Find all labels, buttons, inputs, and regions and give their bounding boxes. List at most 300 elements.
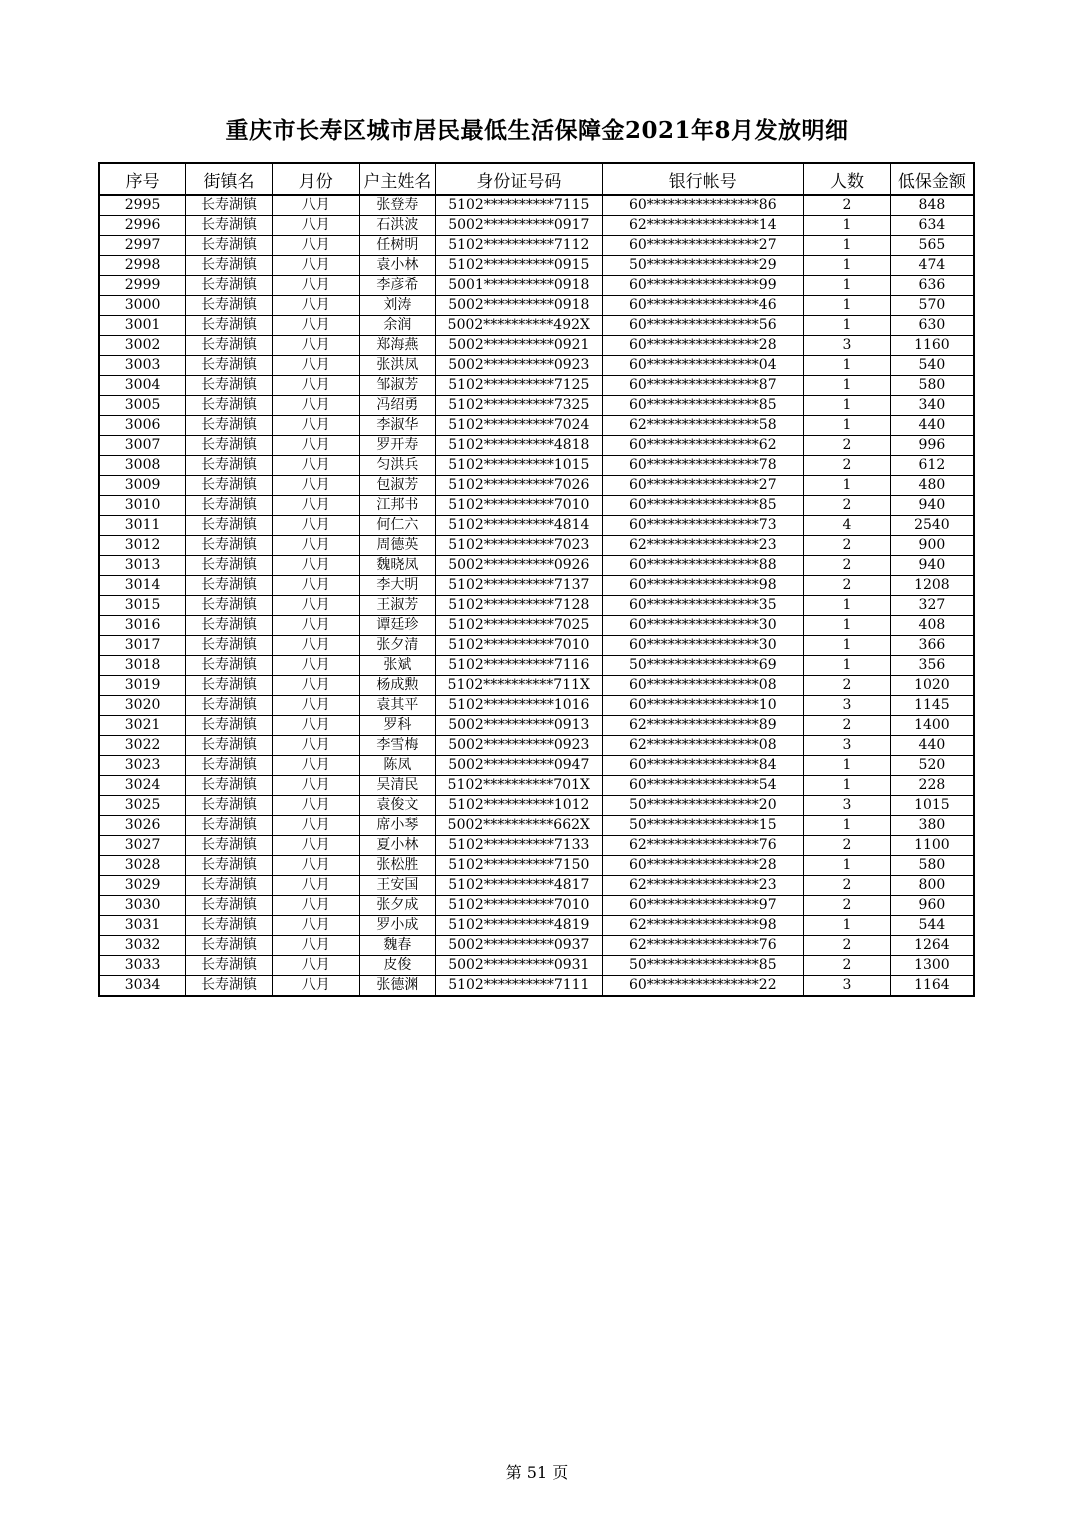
cell-town: 长寿湖镇 <box>186 616 273 636</box>
cell-seq: 3009 <box>99 476 186 496</box>
cell-seq: 3019 <box>99 676 186 696</box>
cell-id-number: 5002**********0917 <box>436 216 602 236</box>
cell-month: 八月 <box>272 836 359 856</box>
cell-id-number: 5102**********701X <box>436 776 602 796</box>
cell-month: 八月 <box>272 536 359 556</box>
cell-bank-account: 62****************89 <box>602 716 804 736</box>
cell-id-number: 5102**********7026 <box>436 476 602 496</box>
cell-id-number: 5102**********7010 <box>436 496 602 516</box>
table-row <box>99 576 974 596</box>
cell-householder: 魏春 <box>359 936 436 956</box>
cell-amount: 636 <box>890 276 974 296</box>
cell-amount: 1020 <box>890 676 974 696</box>
cell-town: 长寿湖镇 <box>186 676 273 696</box>
cell-amount: 356 <box>890 656 974 676</box>
cell-amount: 408 <box>890 616 974 636</box>
table-row <box>99 896 974 916</box>
table-row <box>99 856 974 876</box>
column-header-town: 街镇名 <box>186 163 273 195</box>
cell-householder: 李淑华 <box>359 416 436 436</box>
cell-householder: 李大明 <box>359 576 436 596</box>
cell-amount: 2540 <box>890 516 974 536</box>
cell-people-count: 2 <box>804 556 891 576</box>
column-header-month: 月份 <box>272 163 359 195</box>
cell-id-number: 5002**********0913 <box>436 716 602 736</box>
cell-month: 八月 <box>272 396 359 416</box>
cell-seq: 3027 <box>99 836 186 856</box>
cell-householder: 罗小成 <box>359 916 436 936</box>
cell-seq: 3002 <box>99 336 186 356</box>
cell-month: 八月 <box>272 676 359 696</box>
cell-amount: 1164 <box>890 976 974 997</box>
cell-householder: 魏晓凤 <box>359 556 436 576</box>
cell-id-number: 5002**********0923 <box>436 736 602 756</box>
cell-people-count: 4 <box>804 516 891 536</box>
cell-amount: 327 <box>890 596 974 616</box>
cell-seq: 3010 <box>99 496 186 516</box>
cell-people-count: 1 <box>804 636 891 656</box>
cell-town: 长寿湖镇 <box>186 195 273 216</box>
column-header-bank-account: 银行帐号 <box>602 163 804 195</box>
cell-month: 八月 <box>272 696 359 716</box>
cell-town: 长寿湖镇 <box>186 756 273 776</box>
cell-householder: 王淑芳 <box>359 596 436 616</box>
cell-people-count: 1 <box>804 856 891 876</box>
table-row <box>99 536 974 556</box>
cell-amount: 380 <box>890 816 974 836</box>
cell-seq: 3011 <box>99 516 186 536</box>
table-row <box>99 516 974 536</box>
cell-amount: 1160 <box>890 336 974 356</box>
cell-month: 八月 <box>272 236 359 256</box>
cell-month: 八月 <box>272 416 359 436</box>
cell-bank-account: 60****************28 <box>602 856 804 876</box>
cell-town: 长寿湖镇 <box>186 376 273 396</box>
cell-month: 八月 <box>272 316 359 336</box>
cell-month: 八月 <box>272 656 359 676</box>
table-body <box>99 195 974 996</box>
cell-householder: 袁小林 <box>359 256 436 276</box>
cell-householder: 王安国 <box>359 876 436 896</box>
cell-bank-account: 60****************78 <box>602 456 804 476</box>
table-header-row <box>99 163 974 195</box>
cell-town: 长寿湖镇 <box>186 796 273 816</box>
cell-seq: 3008 <box>99 456 186 476</box>
cell-householder: 吴清民 <box>359 776 436 796</box>
cell-people-count: 3 <box>804 336 891 356</box>
cell-bank-account: 62****************76 <box>602 836 804 856</box>
cell-people-count: 1 <box>804 816 891 836</box>
table-row <box>99 716 974 736</box>
cell-householder: 邹淑芳 <box>359 376 436 396</box>
cell-seq: 3023 <box>99 756 186 776</box>
cell-id-number: 5102**********7025 <box>436 616 602 636</box>
table-row <box>99 916 974 936</box>
table-row <box>99 356 974 376</box>
cell-id-number: 5102**********1015 <box>436 456 602 476</box>
cell-householder: 张夕清 <box>359 636 436 656</box>
cell-town: 长寿湖镇 <box>186 296 273 316</box>
cell-town: 长寿湖镇 <box>186 316 273 336</box>
cell-amount: 544 <box>890 916 974 936</box>
cell-id-number: 5102**********7325 <box>436 396 602 416</box>
cell-bank-account: 60****************84 <box>602 756 804 776</box>
cell-people-count: 1 <box>804 356 891 376</box>
cell-amount: 565 <box>890 236 974 256</box>
cell-seq: 3020 <box>99 696 186 716</box>
cell-seq: 2999 <box>99 276 186 296</box>
cell-people-count: 1 <box>804 376 891 396</box>
cell-town: 长寿湖镇 <box>186 596 273 616</box>
cell-amount: 1208 <box>890 576 974 596</box>
cell-amount: 940 <box>890 496 974 516</box>
table-row <box>99 676 974 696</box>
cell-town: 长寿湖镇 <box>186 356 273 376</box>
cell-town: 长寿湖镇 <box>186 836 273 856</box>
cell-month: 八月 <box>272 556 359 576</box>
table-row <box>99 476 974 496</box>
cell-people-count: 1 <box>804 276 891 296</box>
cell-amount: 960 <box>890 896 974 916</box>
cell-amount: 440 <box>890 736 974 756</box>
cell-month: 八月 <box>272 616 359 636</box>
cell-town: 长寿湖镇 <box>186 636 273 656</box>
cell-seq: 3017 <box>99 636 186 656</box>
cell-town: 长寿湖镇 <box>186 476 273 496</box>
cell-town: 长寿湖镇 <box>186 516 273 536</box>
cell-bank-account: 62****************76 <box>602 936 804 956</box>
cell-bank-account: 60****************10 <box>602 696 804 716</box>
cell-seq: 2995 <box>99 195 186 216</box>
cell-id-number: 5102**********7115 <box>436 195 602 216</box>
cell-bank-account: 60****************97 <box>602 896 804 916</box>
cell-seq: 3018 <box>99 656 186 676</box>
cell-town: 长寿湖镇 <box>186 236 273 256</box>
cell-householder: 包淑芳 <box>359 476 436 496</box>
cell-people-count: 1 <box>804 256 891 276</box>
cell-householder: 张松胜 <box>359 856 436 876</box>
table-row <box>99 796 974 816</box>
cell-amount: 634 <box>890 216 974 236</box>
cell-id-number: 5002**********0926 <box>436 556 602 576</box>
cell-amount: 612 <box>890 456 974 476</box>
cell-seq: 3021 <box>99 716 186 736</box>
cell-town: 长寿湖镇 <box>186 416 273 436</box>
table-row <box>99 636 974 656</box>
cell-seq: 3014 <box>99 576 186 596</box>
cell-id-number: 5002**********0931 <box>436 956 602 976</box>
cell-bank-account: 60****************73 <box>602 516 804 536</box>
cell-month: 八月 <box>272 956 359 976</box>
cell-bank-account: 60****************87 <box>602 376 804 396</box>
cell-id-number: 5102**********711X <box>436 676 602 696</box>
table-row <box>99 696 974 716</box>
cell-amount: 570 <box>890 296 974 316</box>
cell-id-number: 5102**********1016 <box>436 696 602 716</box>
cell-month: 八月 <box>272 476 359 496</box>
cell-seq: 3003 <box>99 356 186 376</box>
cell-bank-account: 60****************04 <box>602 356 804 376</box>
cell-town: 长寿湖镇 <box>186 456 273 476</box>
cell-householder: 何仁六 <box>359 516 436 536</box>
table-row <box>99 236 974 256</box>
cell-town: 长寿湖镇 <box>186 876 273 896</box>
cell-bank-account: 60****************08 <box>602 676 804 696</box>
cell-town: 长寿湖镇 <box>186 216 273 236</box>
cell-seq: 3001 <box>99 316 186 336</box>
cell-month: 八月 <box>272 716 359 736</box>
table-row <box>99 936 974 956</box>
cell-householder: 张洪凤 <box>359 356 436 376</box>
cell-month: 八月 <box>272 356 359 376</box>
cell-seq: 3032 <box>99 936 186 956</box>
cell-people-count: 2 <box>804 456 891 476</box>
cell-amount: 1300 <box>890 956 974 976</box>
cell-people-count: 2 <box>804 195 891 216</box>
cell-householder: 袁俊文 <box>359 796 436 816</box>
cell-householder: 张德渊 <box>359 976 436 997</box>
cell-seq: 3033 <box>99 956 186 976</box>
cell-seq: 3024 <box>99 776 186 796</box>
cell-householder: 李彦希 <box>359 276 436 296</box>
cell-month: 八月 <box>272 436 359 456</box>
cell-bank-account: 60****************85 <box>602 396 804 416</box>
cell-bank-account: 62****************58 <box>602 416 804 436</box>
cell-amount: 366 <box>890 636 974 656</box>
cell-bank-account: 60****************27 <box>602 476 804 496</box>
cell-town: 长寿湖镇 <box>186 736 273 756</box>
cell-householder: 罗科 <box>359 716 436 736</box>
column-header-householder: 户主姓名 <box>359 163 436 195</box>
cell-month: 八月 <box>272 856 359 876</box>
cell-month: 八月 <box>272 976 359 997</box>
cell-month: 八月 <box>272 336 359 356</box>
cell-month: 八月 <box>272 296 359 316</box>
cell-seq: 3006 <box>99 416 186 436</box>
cell-householder: 郑海燕 <box>359 336 436 356</box>
cell-town: 长寿湖镇 <box>186 856 273 876</box>
cell-people-count: 1 <box>804 296 891 316</box>
cell-town: 长寿湖镇 <box>186 776 273 796</box>
cell-bank-account: 60****************27 <box>602 236 804 256</box>
cell-people-count: 1 <box>804 396 891 416</box>
cell-bank-account: 60****************46 <box>602 296 804 316</box>
cell-id-number: 5002**********492X <box>436 316 602 336</box>
cell-town: 长寿湖镇 <box>186 696 273 716</box>
table-row <box>99 816 974 836</box>
cell-seq: 3016 <box>99 616 186 636</box>
cell-id-number: 5102**********7137 <box>436 576 602 596</box>
cell-month: 八月 <box>272 456 359 476</box>
cell-month: 八月 <box>272 195 359 216</box>
cell-month: 八月 <box>272 816 359 836</box>
cell-people-count: 1 <box>804 916 891 936</box>
cell-amount: 1100 <box>890 836 974 856</box>
cell-householder: 匀洪兵 <box>359 456 436 476</box>
table-row <box>99 456 974 476</box>
cell-people-count: 1 <box>804 316 891 336</box>
cell-seq: 3031 <box>99 916 186 936</box>
cell-householder: 李雪梅 <box>359 736 436 756</box>
table-row <box>99 436 974 456</box>
table-row <box>99 336 974 356</box>
cell-seq: 3029 <box>99 876 186 896</box>
table-row <box>99 256 974 276</box>
cell-id-number: 5002**********0918 <box>436 296 602 316</box>
cell-town: 长寿湖镇 <box>186 976 273 997</box>
cell-bank-account: 62****************14 <box>602 216 804 236</box>
cell-id-number: 5102**********7128 <box>436 596 602 616</box>
table-row <box>99 296 974 316</box>
table-row <box>99 956 974 976</box>
cell-householder: 张登寿 <box>359 195 436 216</box>
cell-id-number: 5102**********4817 <box>436 876 602 896</box>
cell-amount: 580 <box>890 376 974 396</box>
cell-town: 长寿湖镇 <box>186 336 273 356</box>
cell-people-count: 2 <box>804 576 891 596</box>
cell-people-count: 1 <box>804 476 891 496</box>
cell-month: 八月 <box>272 896 359 916</box>
cell-month: 八月 <box>272 636 359 656</box>
cell-householder: 张斌 <box>359 656 436 676</box>
cell-month: 八月 <box>272 276 359 296</box>
cell-month: 八月 <box>272 376 359 396</box>
cell-town: 长寿湖镇 <box>186 896 273 916</box>
cell-householder: 杨成勲 <box>359 676 436 696</box>
column-header-seq: 序号 <box>99 163 186 195</box>
table-row <box>99 276 974 296</box>
cell-people-count: 2 <box>804 896 891 916</box>
cell-amount: 996 <box>890 436 974 456</box>
cell-town: 长寿湖镇 <box>186 536 273 556</box>
cell-householder: 石洪波 <box>359 216 436 236</box>
cell-bank-account: 60****************22 <box>602 976 804 997</box>
cell-id-number: 5102**********7150 <box>436 856 602 876</box>
table-row <box>99 396 974 416</box>
cell-householder: 陈凤 <box>359 756 436 776</box>
cell-bank-account: 60****************30 <box>602 616 804 636</box>
table-row <box>99 656 974 676</box>
table-row <box>99 776 974 796</box>
cell-bank-account: 60****************62 <box>602 436 804 456</box>
cell-bank-account: 60****************28 <box>602 336 804 356</box>
cell-householder: 江邦书 <box>359 496 436 516</box>
cell-householder: 周德英 <box>359 536 436 556</box>
cell-id-number: 5102**********7010 <box>436 896 602 916</box>
cell-id-number: 5102**********7112 <box>436 236 602 256</box>
cell-seq: 3013 <box>99 556 186 576</box>
cell-id-number: 5102**********7116 <box>436 656 602 676</box>
cell-town: 长寿湖镇 <box>186 956 273 976</box>
cell-householder: 谭廷珍 <box>359 616 436 636</box>
cell-people-count: 1 <box>804 416 891 436</box>
cell-householder: 冯绍勇 <box>359 396 436 416</box>
cell-householder: 余润 <box>359 316 436 336</box>
cell-bank-account: 60****************85 <box>602 496 804 516</box>
table-row <box>99 376 974 396</box>
cell-id-number: 5002**********0921 <box>436 336 602 356</box>
cell-bank-account: 60****************98 <box>602 576 804 596</box>
cell-id-number: 5001**********0918 <box>436 276 602 296</box>
cell-id-number: 5002**********662X <box>436 816 602 836</box>
cell-seq: 3012 <box>99 536 186 556</box>
cell-month: 八月 <box>272 756 359 776</box>
cell-bank-account: 60****************56 <box>602 316 804 336</box>
cell-bank-account: 62****************08 <box>602 736 804 756</box>
cell-id-number: 5102**********4818 <box>436 436 602 456</box>
cell-seq: 3026 <box>99 816 186 836</box>
table-row <box>99 496 974 516</box>
table-row <box>99 616 974 636</box>
cell-bank-account: 62****************23 <box>602 876 804 896</box>
cell-seq: 3028 <box>99 856 186 876</box>
cell-seq: 2998 <box>99 256 186 276</box>
table-row <box>99 836 974 856</box>
cell-town: 长寿湖镇 <box>186 816 273 836</box>
cell-month: 八月 <box>272 216 359 236</box>
cell-people-count: 1 <box>804 656 891 676</box>
cell-town: 长寿湖镇 <box>186 916 273 936</box>
cell-bank-account: 62****************23 <box>602 536 804 556</box>
cell-bank-account: 50****************20 <box>602 796 804 816</box>
cell-people-count: 1 <box>804 236 891 256</box>
cell-householder: 任树明 <box>359 236 436 256</box>
table-row <box>99 756 974 776</box>
cell-people-count: 1 <box>804 596 891 616</box>
cell-people-count: 3 <box>804 736 891 756</box>
cell-id-number: 5102**********7010 <box>436 636 602 656</box>
cell-id-number: 5002**********0937 <box>436 936 602 956</box>
cell-id-number: 5102**********4814 <box>436 516 602 536</box>
cell-month: 八月 <box>272 576 359 596</box>
allowance-table <box>98 162 975 997</box>
cell-bank-account: 60****************54 <box>602 776 804 796</box>
cell-id-number: 5102**********7023 <box>436 536 602 556</box>
cell-id-number: 5002**********0923 <box>436 356 602 376</box>
column-header-amount: 低保金额 <box>890 163 974 195</box>
cell-month: 八月 <box>272 916 359 936</box>
cell-householder: 张夕成 <box>359 896 436 916</box>
cell-householder: 席小琴 <box>359 816 436 836</box>
cell-seq: 3030 <box>99 896 186 916</box>
cell-householder: 皮俊 <box>359 956 436 976</box>
cell-householder: 袁其平 <box>359 696 436 716</box>
table-row <box>99 736 974 756</box>
table-row <box>99 216 974 236</box>
cell-id-number: 5102**********0915 <box>436 256 602 276</box>
cell-month: 八月 <box>272 936 359 956</box>
cell-people-count: 1 <box>804 216 891 236</box>
table-row <box>99 876 974 896</box>
cell-id-number: 5102**********7111 <box>436 976 602 997</box>
cell-bank-account: 60****************30 <box>602 636 804 656</box>
cell-month: 八月 <box>272 596 359 616</box>
cell-town: 长寿湖镇 <box>186 556 273 576</box>
cell-town: 长寿湖镇 <box>186 936 273 956</box>
cell-id-number: 5102**********4819 <box>436 916 602 936</box>
cell-people-count: 2 <box>804 536 891 556</box>
cell-amount: 1400 <box>890 716 974 736</box>
cell-bank-account: 60****************35 <box>602 596 804 616</box>
page-title: 重庆市长寿区城市居民最低生活保障金2021年8月发放明细 <box>225 117 849 144</box>
cell-town: 长寿湖镇 <box>186 656 273 676</box>
table-row <box>99 976 974 997</box>
cell-householder: 刘涛 <box>359 296 436 316</box>
cell-seq: 3005 <box>99 396 186 416</box>
cell-bank-account: 60****************86 <box>602 195 804 216</box>
cell-seq: 3022 <box>99 736 186 756</box>
cell-town: 长寿湖镇 <box>186 496 273 516</box>
